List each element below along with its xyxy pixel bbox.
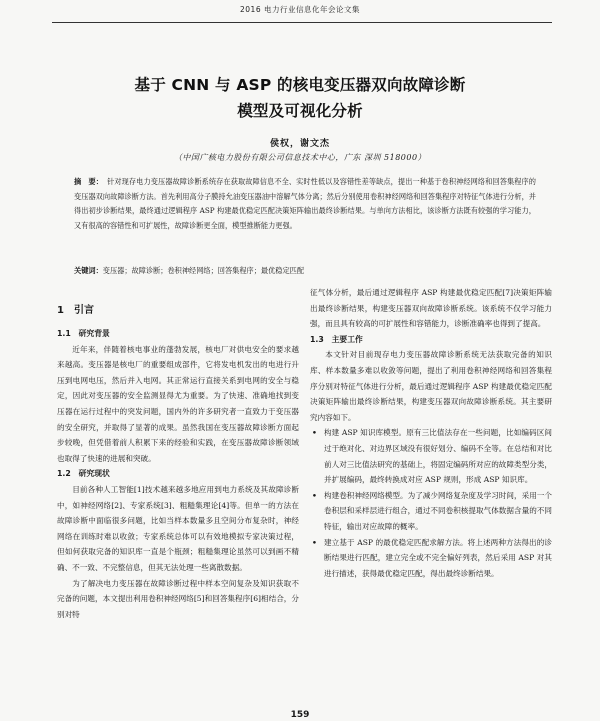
keywords xyxy=(74,264,536,278)
paragraph-background: 近年来，伴随着核电事业的蓬勃发展，核电厂对供电安全的要求越来越高。变压器是核电厂的重要组成部件，它将发电机发出的电进行升压到电网电压，然后并入电网。其正常运行直接关系到电网的安全与稳定，因此对变压器的安全监测显得尤为重要。为了快速、准确地找到变压器在运行过程中的突发问题，国内外的许多研究者一直致力于变压器的安全研究，并取得了显著的成果。虽然我国在变压器故障诊断方面起步较晚，但凭借着前人积累下来的经验和实践，在变压器故障诊断领域也取得了快速的进展和突破。 xyxy=(57,344,299,463)
list-item: • 建立基于 ASP 的最优稳定匹配求解方法。将上述两种方法得出的诊断结果进行匹配，建立完全或不完全偏好列表，然后采用 ASP 对其进行描述，获得最优稳定匹配，得出最终诊断结果。 xyxy=(310,535,552,582)
paragraph-main-work: 本文针对目前现存电力变压器故障诊断系统无法获取完备的知识库、样本数量多难以收敛等问题，提出了利用卷积神经网络和回答集程序分别对特征气体进行分析，最后通过逻辑程序 ASP 构建最优稳定匹配决策矩阵输出最终诊断结果，构建变压器双向故障诊断系统。其主要研究内容如下。 xyxy=(310,350,552,422)
paper-title-line-2: 模型及可视化分析 xyxy=(237,102,363,120)
paper-title-line-1: 基于 CNN 与 ASP 的核电变压器双向故障诊断 xyxy=(134,76,466,94)
page-number: 159 xyxy=(290,710,310,720)
paragraph-proposal-continued: 征气体分析，最后通过逻辑程序 ASP 构建最优稳定匹配[7]决策矩阵输出最终诊断结果，构建变压器双向故障诊断系统。该系统不仅学习能力强，而且具有较高的可扩展性和容错能力，诊断准确率也得到了提高。 xyxy=(310,288,552,329)
left-column xyxy=(57,300,299,622)
affiliation: （中国广核电力股份有限公司信息技术中心，广东 深圳 518000） xyxy=(173,153,427,162)
paragraph-proposal: 为了解决电力变压器在故障诊断过程中样本空间复杂及知识获取不完备的问题，本文提出利用卷积神经网络[5]和回答集程序[6]相结合，分别对特 xyxy=(57,578,299,619)
abstract-label: 摘 要： xyxy=(74,177,104,186)
list-item: • 构建卷积神经网络模型。为了减少网络复杂度及学习时间，采用一个卷积层和采样层进行组合，通过不同卷积核提取气体数据含量的不同特征，输出对应故障的概率。 xyxy=(310,488,552,535)
keywords-text: 变压器；故障诊断；卷积神经网络；回答集程序；最优稳定匹配 xyxy=(102,266,305,275)
keywords-label: 关键词： xyxy=(74,266,103,275)
running-header: 2016 电力行业信息化年会论文集 xyxy=(240,5,360,14)
subsection-heading-background: 1.1 研究背景 xyxy=(57,329,110,338)
authors: 侯权，谢文杰 xyxy=(269,139,330,149)
research-content-list xyxy=(310,425,552,581)
header-rule xyxy=(52,22,552,23)
right-column xyxy=(310,285,552,581)
subsection-heading-status: 1.2 研究现状 xyxy=(57,469,110,479)
paragraph-status: 目前各种人工智能[1]技术越来越多地应用到电力系统及其故障诊断中，如神经网络[2]、专家系统[3]、粗糙集理论[4]等。但单一的方法在故障诊断中面临很多问题，比如当样本数量多且空间分布复杂时，神经网络在训练时难以收敛；专家系统总体可以有效地模拟专家决策过程，但如何获取完备的知识库一直是个瓶颈；粗糙集理论虽然可以到画不精确、不一致、不完整信息，但其无法处理一些离散数据。 xyxy=(57,484,299,572)
list-item: • 构建 ASP 知识库模型。原有三比值法存在一些问题，比如编码区间过于绝对化、对边界区域没有很好划分、编码不全等。在总结和对比前人对三比值法研究的基础上，将固定编码所对应的故障类型分类，并扩展编码，最终转换成对应 ASP 规则，形成 ASP 知识库。 xyxy=(310,425,552,487)
abstract xyxy=(74,175,536,233)
subsection-heading-main-work: 1.3 主要工作 xyxy=(310,334,363,344)
section-heading-intro: 1 引言 xyxy=(57,305,94,316)
abstract-text: 针对现存电力变压器故障诊断系统存在获取故障信息不全、实时性低以及容错性差等缺点，提出一种基于卷积神经网络和回答集程序的变压器双向故障诊断方法。首先利用高分子膜持允油变压器油中溶解气体分离；然后分别使用卷积神经网络和回答集程序对特征气体进行分析，并得出初步诊断结果，最终通过逻辑程序 ASP 构建最优稳定匹配决策矩阵输出最终诊断结果。与单向方法相比，该诊断方法既有较强的学习能力，又有很高的容错性和可扩展性，故障诊断更全面，模型推断能力更强。 xyxy=(74,177,536,230)
